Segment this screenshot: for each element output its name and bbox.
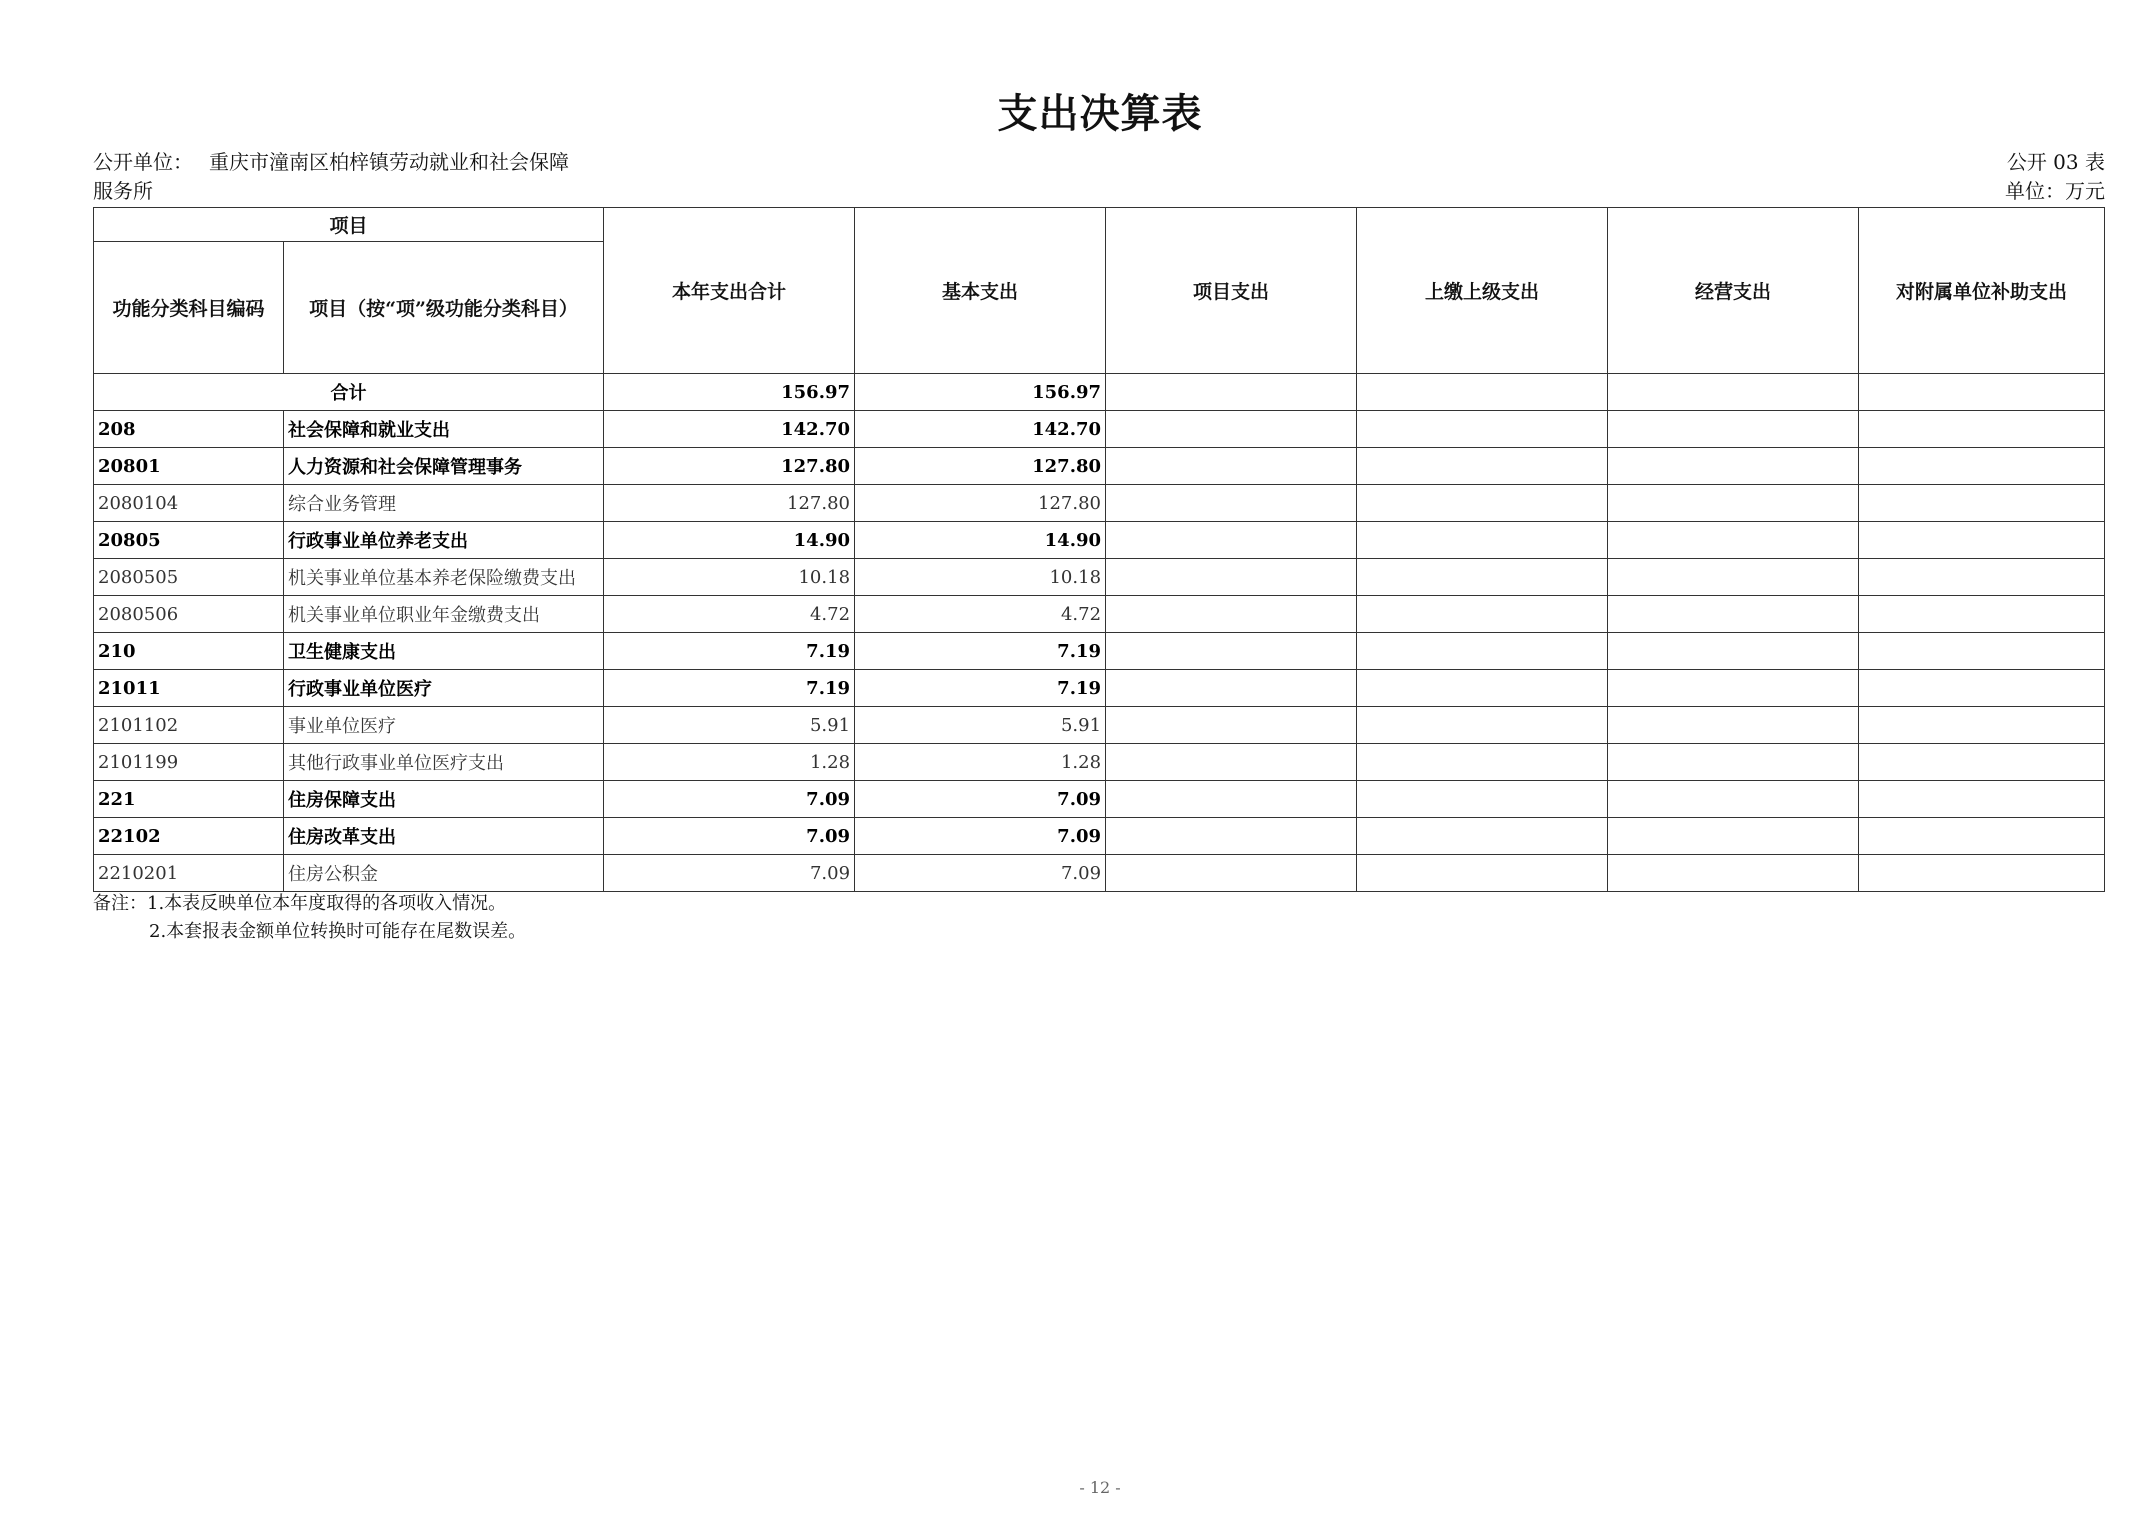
row-upper-level [1357, 707, 1608, 744]
total-row [94, 374, 2105, 411]
row-code: 2080506 [94, 596, 284, 633]
row-basic: 5.91 [855, 707, 1106, 744]
row-total: 7.09 [604, 818, 855, 855]
row-upper-level [1357, 596, 1608, 633]
row-business [1608, 522, 1859, 559]
header-basic: 基本支出 [855, 208, 1106, 374]
row-project-expenditure [1106, 485, 1357, 522]
total-project-expenditure [1106, 374, 1357, 411]
row-subsidy [1859, 522, 2105, 559]
row-total: 7.19 [604, 633, 855, 670]
row-code: 21011 [94, 670, 284, 707]
row-basic: 7.09 [855, 781, 1106, 818]
row-upper-level [1357, 670, 1608, 707]
row-code: 221 [94, 781, 284, 818]
form-info [2005, 148, 2105, 206]
row-upper-level [1357, 411, 1608, 448]
row-upper-level [1357, 522, 1608, 559]
row-upper-level [1357, 559, 1608, 596]
table-row [94, 670, 2105, 707]
header-item: 项目（按“项”级功能分类科目） [284, 242, 604, 374]
row-name: 机关事业单位基本养老保险缴费支出 [284, 559, 604, 596]
unit-line-1 [93, 148, 569, 177]
row-basic: 14.90 [855, 522, 1106, 559]
row-upper-level [1357, 633, 1608, 670]
row-business [1608, 781, 1859, 818]
row-code: 2080104 [94, 485, 284, 522]
row-name: 综合业务管理 [284, 485, 604, 522]
header-row-1 [94, 208, 2105, 242]
row-basic: 1.28 [855, 744, 1106, 781]
total-amount: 156.97 [604, 374, 855, 411]
row-code: 2101199 [94, 744, 284, 781]
row-subsidy [1859, 855, 2105, 892]
row-business [1608, 633, 1859, 670]
row-total: 7.09 [604, 855, 855, 892]
table-row [94, 559, 2105, 596]
row-name: 社会保障和就业支出 [284, 411, 604, 448]
header-business: 经营支出 [1608, 208, 1859, 374]
row-total: 127.80 [604, 485, 855, 522]
row-subsidy [1859, 633, 2105, 670]
row-code: 2210201 [94, 855, 284, 892]
row-subsidy [1859, 485, 2105, 522]
row-subsidy [1859, 559, 2105, 596]
row-upper-level [1357, 818, 1608, 855]
total-label: 合计 [94, 374, 604, 411]
row-code: 2080505 [94, 559, 284, 596]
table-row [94, 485, 2105, 522]
row-basic: 142.70 [855, 411, 1106, 448]
expenditure-table [93, 207, 2105, 892]
row-code: 2101102 [94, 707, 284, 744]
header-code: 功能分类科目编码 [94, 242, 284, 374]
row-upper-level [1357, 485, 1608, 522]
row-basic: 4.72 [855, 596, 1106, 633]
total-basic: 156.97 [855, 374, 1106, 411]
row-subsidy [1859, 596, 2105, 633]
note-2: 2.本套报表金额单位转换时可能存在尾数误差。 [149, 921, 527, 942]
unit-name-continued: 服务所 [93, 179, 153, 203]
row-business [1608, 855, 1859, 892]
row-project-expenditure [1106, 596, 1357, 633]
row-basic: 127.80 [855, 448, 1106, 485]
table-row [94, 522, 2105, 559]
table-row [94, 411, 2105, 448]
row-upper-level [1357, 781, 1608, 818]
row-name: 卫生健康支出 [284, 633, 604, 670]
row-name: 行政事业单位医疗 [284, 670, 604, 707]
row-basic: 7.09 [855, 818, 1106, 855]
row-total: 7.19 [604, 670, 855, 707]
table-row [94, 855, 2105, 892]
row-project-expenditure [1106, 855, 1357, 892]
row-name: 人力资源和社会保障管理事务 [284, 448, 604, 485]
row-business [1608, 818, 1859, 855]
table-body [94, 374, 2105, 892]
row-business [1608, 559, 1859, 596]
row-project-expenditure [1106, 559, 1357, 596]
unit-label: 公开单位： [93, 150, 193, 174]
row-business [1608, 707, 1859, 744]
table-row [94, 781, 2105, 818]
row-project-expenditure [1106, 818, 1357, 855]
row-upper-level [1357, 855, 1608, 892]
table-row [94, 818, 2105, 855]
row-project-expenditure [1106, 781, 1357, 818]
row-name: 行政事业单位养老支出 [284, 522, 604, 559]
row-subsidy [1859, 818, 2105, 855]
total-upper-level [1357, 374, 1608, 411]
header-project: 项目 [94, 208, 604, 242]
row-business [1608, 670, 1859, 707]
row-basic: 7.09 [855, 855, 1106, 892]
row-name: 住房保障支出 [284, 781, 604, 818]
row-upper-level [1357, 448, 1608, 485]
page-title: 支出决算表 [997, 90, 1203, 137]
row-subsidy [1859, 744, 2105, 781]
row-subsidy [1859, 411, 2105, 448]
row-code: 210 [94, 633, 284, 670]
row-code: 208 [94, 411, 284, 448]
row-basic: 127.80 [855, 485, 1106, 522]
row-business [1608, 596, 1859, 633]
header-upper-level: 上缴上级支出 [1357, 208, 1608, 374]
row-total: 14.90 [604, 522, 855, 559]
row-total: 127.80 [604, 448, 855, 485]
total-subsidy [1859, 374, 2105, 411]
row-total: 7.09 [604, 781, 855, 818]
row-project-expenditure [1106, 522, 1357, 559]
table-row [94, 596, 2105, 633]
header-project-expenditure: 项目支出 [1106, 208, 1357, 374]
row-code: 20805 [94, 522, 284, 559]
row-subsidy [1859, 707, 2105, 744]
row-subsidy [1859, 448, 2105, 485]
row-name: 机关事业单位职业年金缴费支出 [284, 596, 604, 633]
row-business [1608, 448, 1859, 485]
row-business [1608, 411, 1859, 448]
header-total: 本年支出合计 [604, 208, 855, 374]
form-number: 公开 03 表 [2006, 150, 2105, 174]
row-project-expenditure [1106, 411, 1357, 448]
row-basic: 7.19 [855, 633, 1106, 670]
row-total: 142.70 [604, 411, 855, 448]
note-1: 备注：1.本表反映单位本年度取得的各项收入情况。 [93, 893, 507, 914]
row-basic: 10.18 [855, 559, 1106, 596]
row-project-expenditure [1106, 744, 1357, 781]
row-code: 20801 [94, 448, 284, 485]
row-total: 4.72 [604, 596, 855, 633]
row-total: 1.28 [604, 744, 855, 781]
table-row [94, 448, 2105, 485]
row-total: 5.91 [604, 707, 855, 744]
table-row [94, 744, 2105, 781]
total-business [1608, 374, 1859, 411]
notes [93, 890, 526, 946]
row-code: 22102 [94, 818, 284, 855]
row-basic: 7.19 [855, 670, 1106, 707]
page-number: - 12 - [1079, 1478, 1121, 1497]
table-row [94, 707, 2105, 744]
currency-unit: 单位：万元 [2005, 179, 2105, 203]
row-total: 10.18 [604, 559, 855, 596]
row-project-expenditure [1106, 670, 1357, 707]
row-project-expenditure [1106, 448, 1357, 485]
unit-name: 重庆市潼南区柏梓镇劳动就业和社会保障 [209, 150, 569, 174]
row-name: 其他行政事业单位医疗支出 [284, 744, 604, 781]
row-upper-level [1357, 744, 1608, 781]
row-name: 住房改革支出 [284, 818, 604, 855]
unit-info [93, 148, 569, 206]
row-name: 事业单位医疗 [284, 707, 604, 744]
row-business [1608, 485, 1859, 522]
row-business [1608, 744, 1859, 781]
row-name: 住房公积金 [284, 855, 604, 892]
table-row [94, 633, 2105, 670]
row-project-expenditure [1106, 707, 1357, 744]
row-subsidy [1859, 781, 2105, 818]
row-project-expenditure [1106, 633, 1357, 670]
row-subsidy [1859, 670, 2105, 707]
header-subsidy: 对附属单位补助支出 [1859, 208, 2105, 374]
